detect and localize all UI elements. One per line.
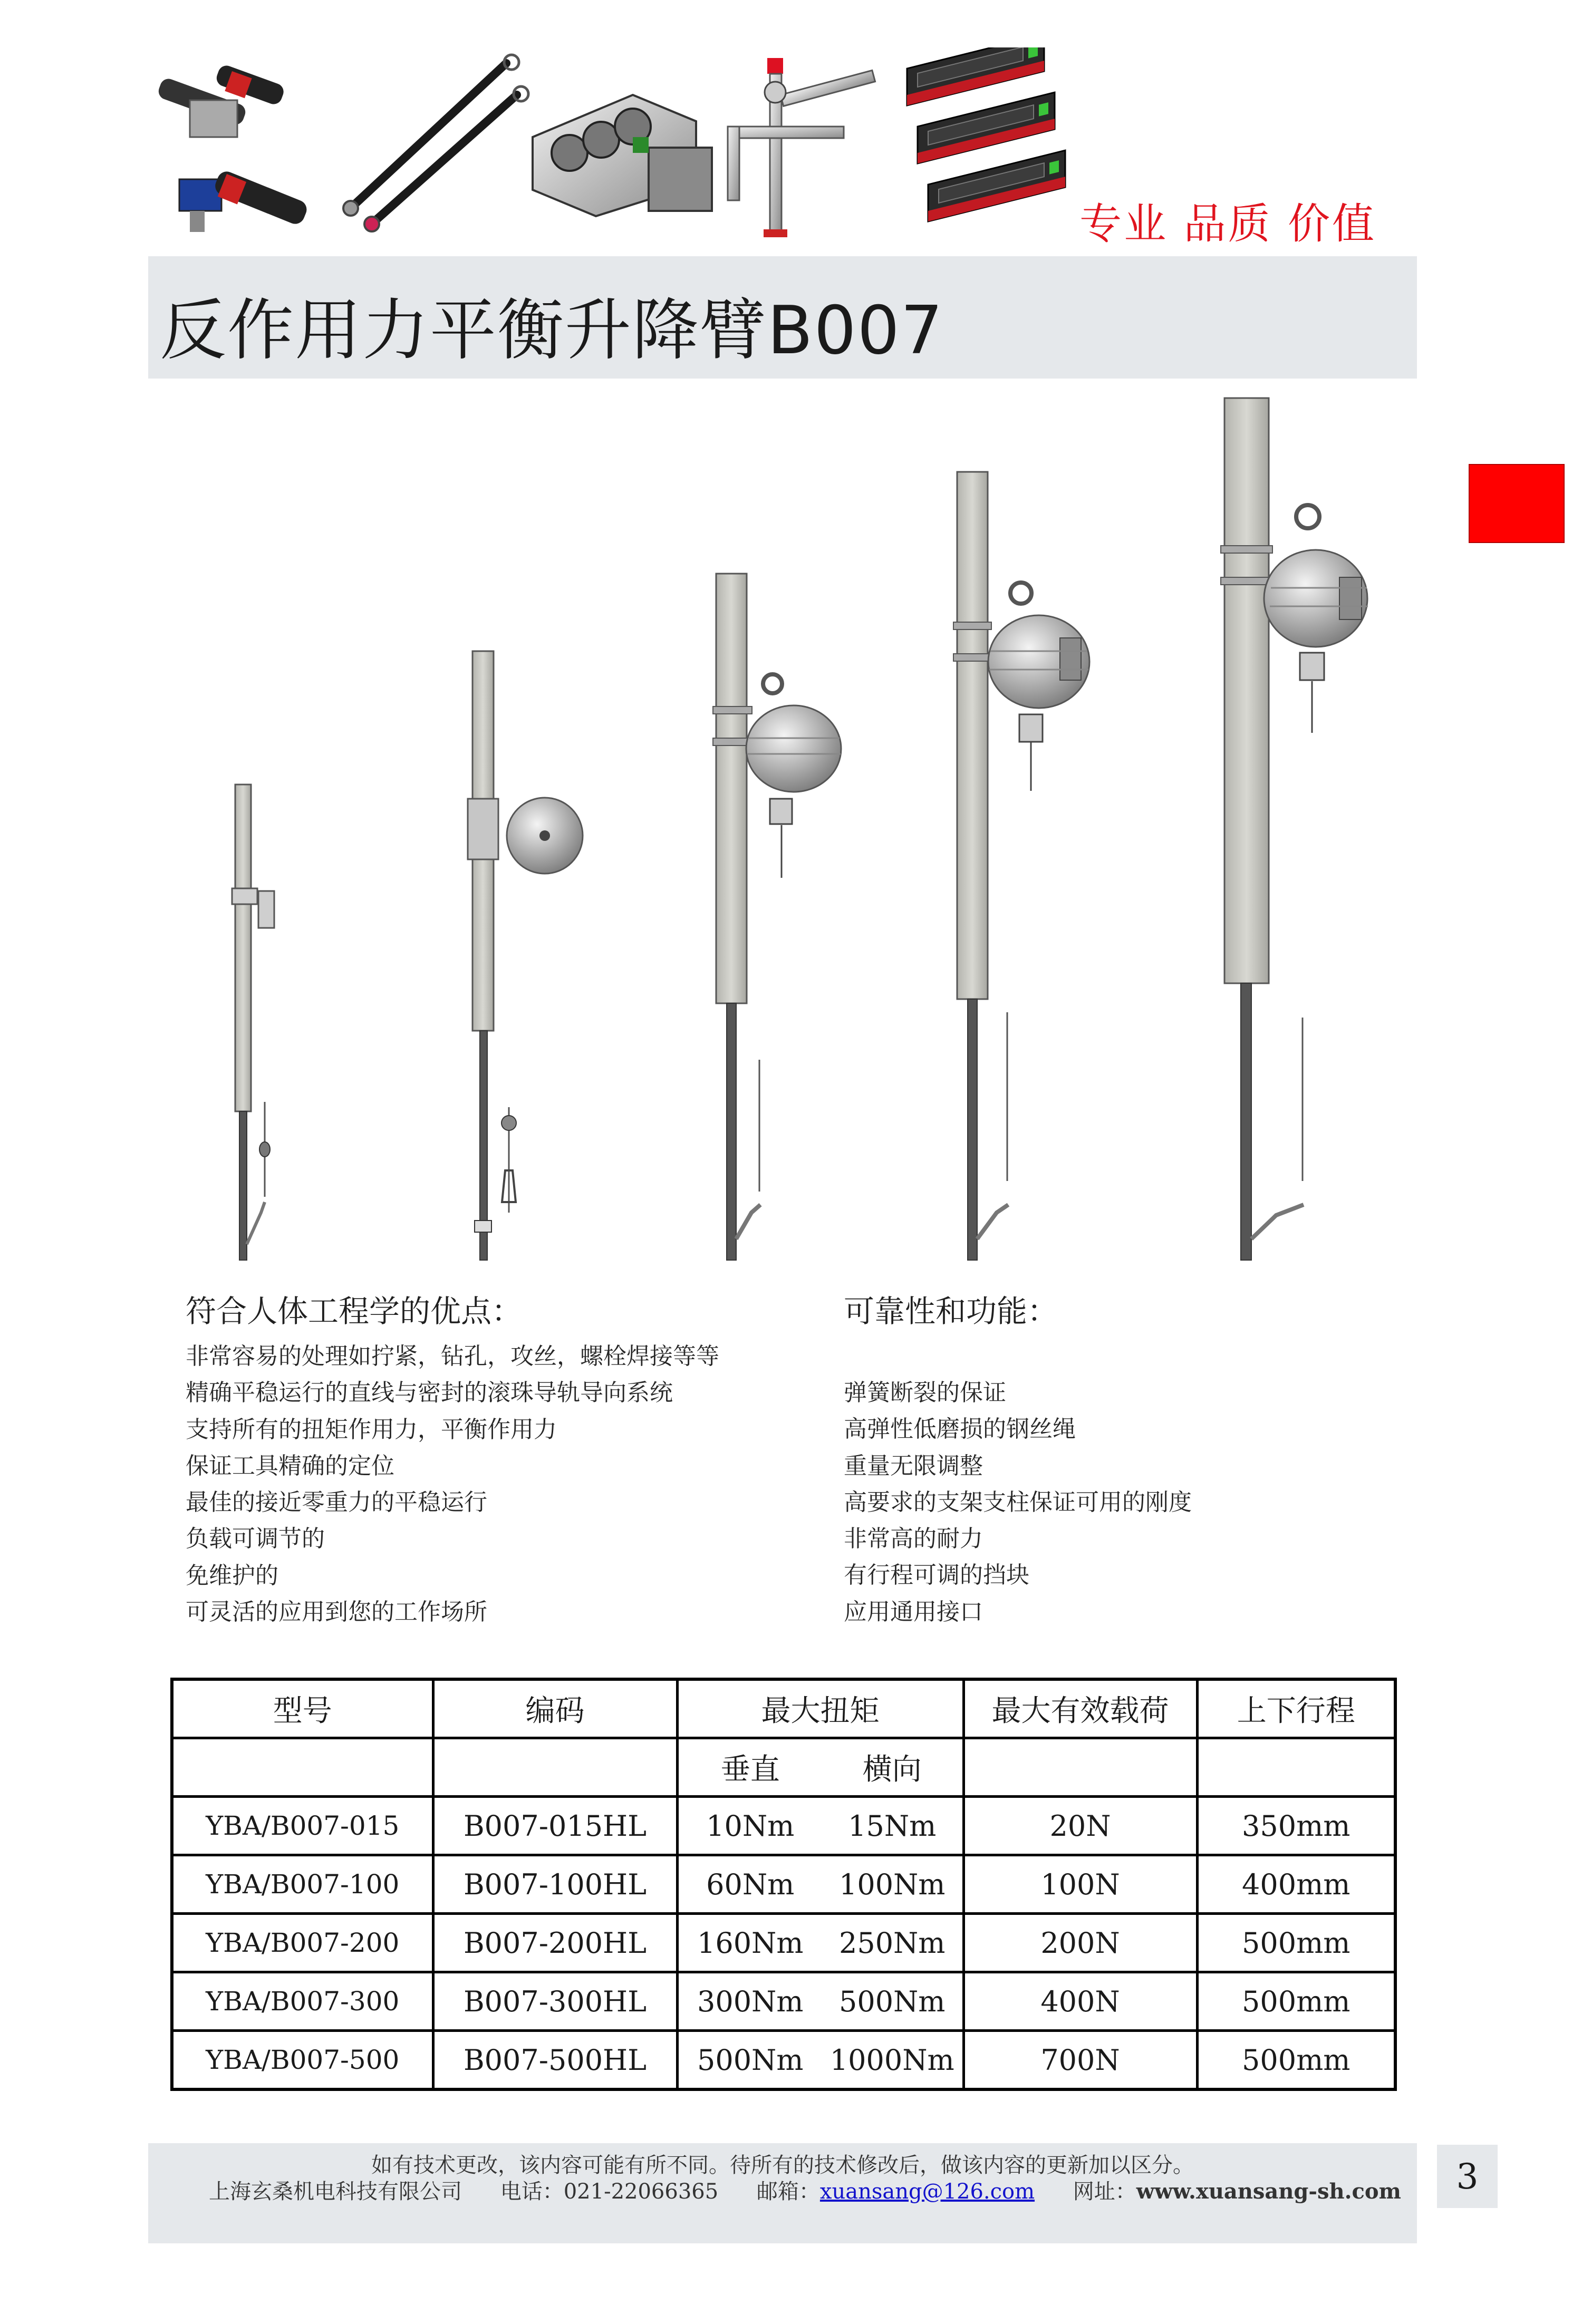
list-item: 支持所有的扭矩作用力，平衡作用力	[186, 1416, 557, 1443]
header-horizontal: 横向	[822, 1738, 963, 1797]
tagline: 专业 品质 价值	[1079, 199, 1376, 248]
company-name: 上海玄桑机电科技有限公司	[209, 2180, 462, 2204]
tel-label: 电话：	[500, 2180, 564, 2204]
table-row: YBA/B007-300 B007-300HL 300Nm 500Nm 400N 500mm	[172, 1972, 1395, 2031]
email-link[interactable]: xuansang@126.com	[819, 2180, 1035, 2204]
page-number-box	[1437, 2145, 1498, 2208]
footer	[148, 2143, 1417, 2243]
list-item: 高弹性低磨损的钢丝绳	[844, 1416, 1076, 1443]
list-item: 精确平稳运行的直线与密封的滚珠导轨导向系统	[186, 1379, 673, 1407]
table-row: YBA/B007-100 B007-100HL 60Nm 100Nm 100N 400mm	[172, 1855, 1395, 1914]
ergonomic-title: 符合人体工程学的优点：	[186, 1293, 523, 1329]
arm-b007-015-icon	[232, 785, 274, 1260]
page-number: 3	[1456, 2156, 1479, 2197]
list-item: 保证工具精确的定位	[186, 1452, 394, 1479]
reliability-list	[844, 1374, 1192, 1630]
list-item: 非常高的耐力	[844, 1525, 983, 1553]
page-title: 反作用力平衡升降臂B007	[160, 292, 944, 369]
section-tab-marker	[1469, 464, 1565, 543]
arm-b007-100-icon	[468, 651, 583, 1260]
arm-b007-300-icon	[953, 472, 1089, 1260]
table-header-row	[172, 1679, 1395, 1738]
list-item: 应用通用接口	[844, 1598, 983, 1625]
controller-panel-icon	[907, 47, 1065, 221]
list-item: 重量无限调整	[844, 1452, 983, 1479]
header-vertical: 垂直	[677, 1738, 822, 1797]
list-item: 最佳的接近零重力的平稳运行	[186, 1489, 487, 1516]
website-link[interactable]: www.xuansang-sh.com	[1136, 2179, 1401, 2204]
balance-arm-icon	[728, 58, 875, 237]
list-item: 有行程可调的挡块	[844, 1562, 1029, 1589]
list-item: 高要求的支架支柱保证可用的刚度	[844, 1488, 1192, 1516]
gear-carriage-icon	[533, 95, 712, 216]
footer-contact	[209, 2175, 1401, 2205]
table-subheader-row	[172, 1738, 1395, 1797]
table-row: YBA/B007-015 B007-015HL 10Nm 15Nm 20N 350mm	[172, 1797, 1395, 1855]
table-row: YBA/B007-500 B007-500HL 500Nm 1000Nm 700N 500mm	[172, 2031, 1395, 2090]
email-label: 邮箱：	[756, 2180, 820, 2204]
web-label: 网址：	[1073, 2180, 1136, 2204]
header-model: 型号	[172, 1679, 433, 1738]
header-torque: 最大扭矩	[677, 1679, 963, 1738]
title-band	[148, 256, 1417, 379]
list-item: 弹簧断裂的保证	[844, 1379, 1006, 1406]
spec-table	[170, 1678, 1397, 2091]
table-row: YBA/B007-200 B007-200HL 160Nm 250Nm 200N 500mm	[172, 1914, 1395, 1972]
list-item: 免维护的	[186, 1562, 278, 1589]
list-item: 非常容易的处理如拧紧，钻孔，攻丝，螺栓焊接等等	[186, 1343, 719, 1370]
reliability-title: 可靠性和功能：	[844, 1293, 1058, 1329]
reaction-rod-icon	[343, 55, 528, 231]
footer-notice: 如有技术更改，该内容可能有所不同。待所有的技术修改后，做该内容的更新加以区分。	[371, 2153, 1194, 2177]
header-stroke: 上下行程	[1197, 1679, 1395, 1738]
arm-b007-200-icon	[713, 574, 841, 1260]
header-code: 编码	[433, 1679, 677, 1738]
list-item: 可灵活的应用到您的工作场所	[186, 1599, 487, 1626]
tel-value: 021-22066365	[563, 2180, 719, 2204]
torque-tool-icon	[156, 63, 310, 232]
list-item: 负载可调节的	[186, 1525, 325, 1553]
arm-b007-500-icon	[1221, 398, 1368, 1260]
ergonomic-list	[186, 1338, 719, 1630]
header-payload: 最大有效载荷	[963, 1679, 1197, 1738]
product-arms-figure	[174, 390, 1419, 1276]
ergonomic-section	[186, 1286, 719, 1630]
reliability-section	[844, 1286, 1192, 1630]
